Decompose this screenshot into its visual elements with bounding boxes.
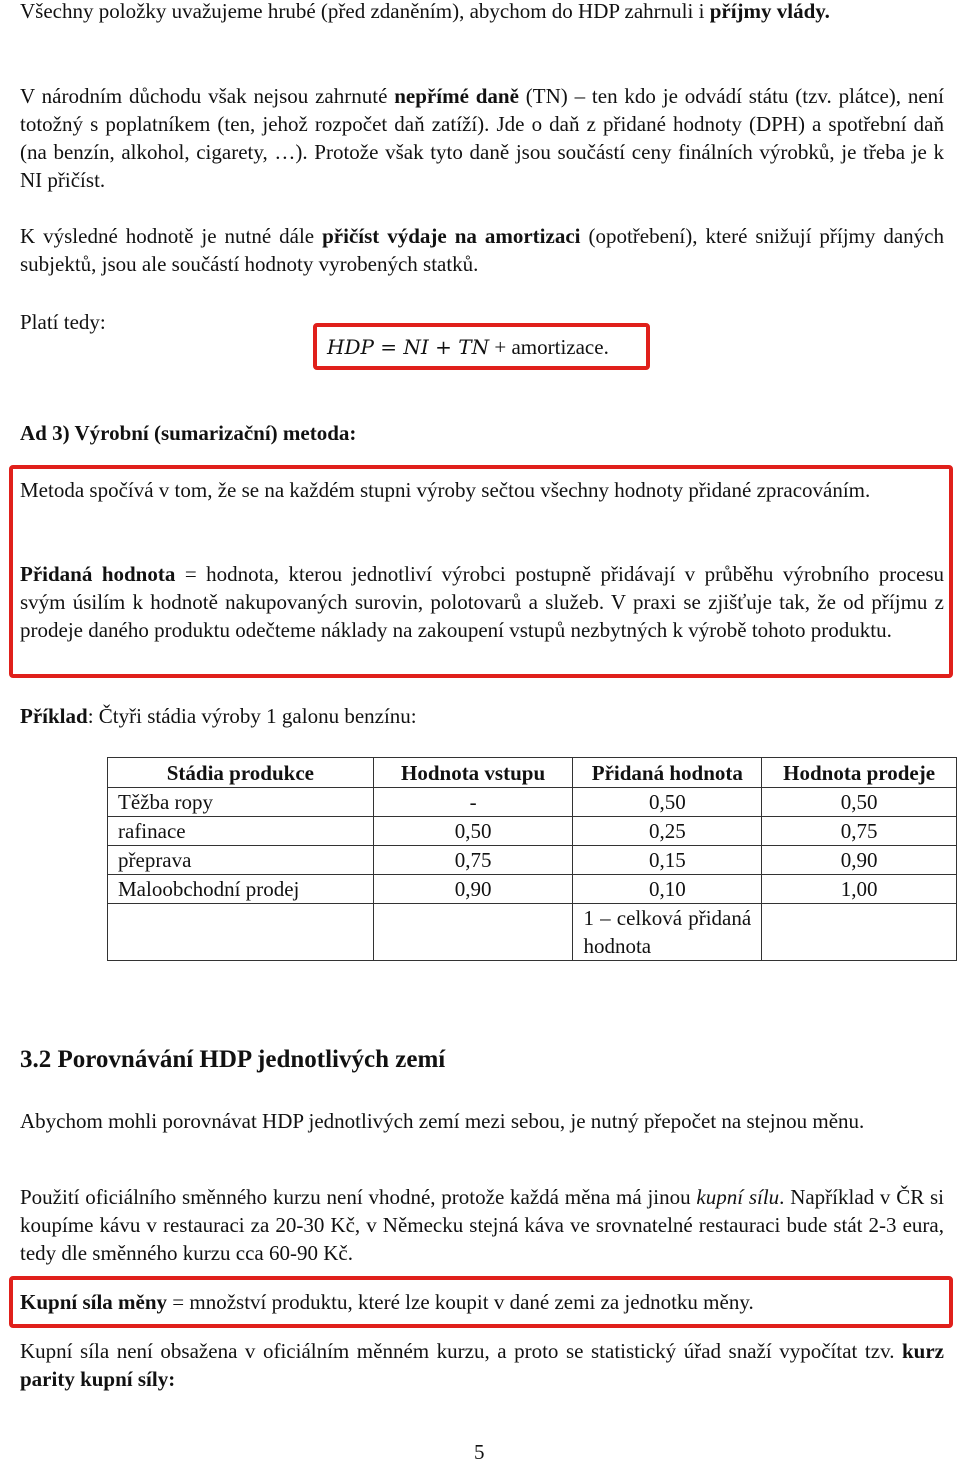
value-added-definition: Přidaná hodnota = hodnota, kterou jednotliví výrobci postupně přidávají v průběhu výrobního procesu svým úsilím k hodnotě nakupovaných surovin, polotovarů a služeb. V praxi se zjišťuje tak, že od příjmu z prodeje daného produktu odečteme náklady na zakoupení vstupů nezbytných k výrobě tohoto produktu. xyxy=(20,562,945,642)
header-input-value: Hodnota vstupu xyxy=(373,758,573,788)
formula-tail: + amortizace. xyxy=(489,335,609,359)
paragraph-ppp: Kupní síla není obsažena v oficiálním měnném kurzu, a proto se statistický úřad snaží vypočítat tzv. kurz parity kupní síly: xyxy=(20,1339,944,1391)
table-cell: 0,25 xyxy=(573,817,762,846)
table-row xyxy=(108,817,957,846)
table-cell: 0,50 xyxy=(573,788,762,817)
purchasing-power-term: Kupní síla měny xyxy=(20,1290,168,1314)
page-number: 5 xyxy=(474,1440,485,1464)
table-cell: rafinace xyxy=(108,817,374,846)
table-header-row xyxy=(108,758,957,788)
paragraph-indirect-taxes: V národním důchodu však nejsou zahrnuté nepřímé daně (TN) – ten kdo je odvádí státu (tzv. plátce), není totožný s poplatníkem (ten, jehož rozpočet daň zatíží). Jde o daň z přidané hodnoty (DPH) a spotřební daň (na benzín, alkohol, cigarety, …). Protože však tyto daně jsou součástí ceny finálních výrobků, je třeba je k NI přičíst. xyxy=(20,84,945,192)
section-title: 3.2 Porovnávání HDP jednotlivých zemí xyxy=(20,1046,446,1073)
value-added-term: Přidaná hodnota xyxy=(20,562,176,586)
table-cell: 0,75 xyxy=(373,846,573,875)
table-cell: 1,00 xyxy=(762,875,957,904)
bold-government-income: příjmy vlády. xyxy=(709,0,830,23)
table-cell: Těžba ropy xyxy=(108,788,374,817)
example-label: Příklad xyxy=(20,704,88,728)
table-cell xyxy=(108,904,374,961)
method-description: Metoda spočívá v tom, že se na každém stupni výroby sečtou všechny hodnoty přidané zpracováním. xyxy=(20,478,871,502)
header-added-value: Přidaná hodnota xyxy=(573,758,762,788)
total-added-value-cell: 1 – celková přidaná hodnota xyxy=(573,904,762,961)
table-cell xyxy=(373,904,573,961)
table-cell: 0,90 xyxy=(373,875,573,904)
bold-amortization: přičíst výdaje na amortizaci xyxy=(322,224,581,248)
table-cell: - xyxy=(373,788,573,817)
paragraph-gross-items: Všechny položky uvažujeme hrubé (před zdaněním), abychom do HDP zahrnuli i příjmy vlády. xyxy=(20,0,830,23)
production-stages-table xyxy=(107,757,957,961)
formula-intro: Platí tedy: xyxy=(20,310,106,334)
table-cell: Maloobchodní prodej xyxy=(108,875,374,904)
header-sale-value: Hodnota prodeje xyxy=(762,758,957,788)
paragraph-amortization: K výsledné hodnotě je nutné dále přičíst výdaje na amortizaci (opotřebení), které snižují příjmy daných subjektů, jsou ale součástí hodnoty vyrobených statků. xyxy=(20,224,944,276)
bold-ppp-rate: kurz parity kupní síly: xyxy=(20,1339,944,1391)
table-cell: 0,50 xyxy=(373,817,573,846)
bold-indirect-taxes: nepřímé daně xyxy=(394,84,519,108)
table-row xyxy=(108,788,957,817)
table-cell: 0,10 xyxy=(573,875,762,904)
gdp-formula xyxy=(327,335,609,360)
table-cell: 0,15 xyxy=(573,846,762,875)
paragraph-conversion: Abychom mohli porovnávat HDP jednotlivých zemí mezi sebou, je nutný přepočet na stejnou měnu. xyxy=(20,1109,865,1133)
example-caption: Příklad: Čtyři stádia výroby 1 galonu benzínu: xyxy=(20,704,417,728)
table-row xyxy=(108,875,957,904)
table-cell: 0,90 xyxy=(762,846,957,875)
paragraph-exchange-rate: Použití oficiálního směnného kurzu není vhodné, protože každá měna má jinou kupní sílu. Například v ČR si koupíme kávu v restauraci za 20-30 Kč, v Německu stejná káva ve srovnatelné restauraci bude stát 2-3 eura, tedy dle směnného kurzu cca 60-90 Kč. xyxy=(20,1185,944,1265)
ad3-heading: Ad 3) Výrobní (sumarizační) metoda: xyxy=(20,421,357,445)
italic-purchasing-power: kupní sílu xyxy=(696,1185,780,1209)
purchasing-power-definition: Kupní síla měny = množství produktu, které lze koupit v dané zemi za jednotku měny. xyxy=(20,1290,754,1314)
table-cell: 0,75 xyxy=(762,817,957,846)
table-cell: přeprava xyxy=(108,846,374,875)
table-cell xyxy=(762,904,957,961)
header-stage: Stádia produkce xyxy=(108,758,374,788)
formula-math: HDP = NI + TN xyxy=(327,335,490,359)
table-row-total xyxy=(108,904,957,961)
table-cell: 0,50 xyxy=(762,788,957,817)
table-row xyxy=(108,846,957,875)
